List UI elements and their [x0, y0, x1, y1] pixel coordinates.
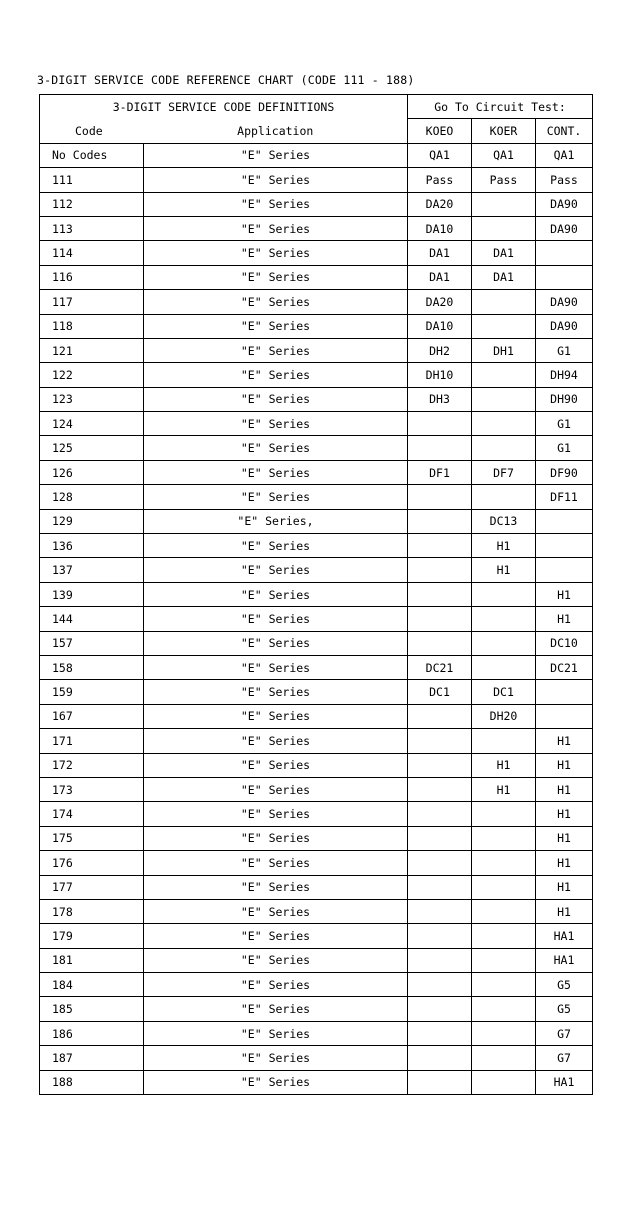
application-cell: "E" Series — [144, 314, 408, 338]
cont-cell: QA1 — [536, 143, 593, 167]
table-row — [40, 631, 593, 655]
table-row — [40, 948, 593, 972]
koeo-cell — [408, 948, 472, 972]
cont-cell: HA1 — [536, 948, 593, 972]
koeo-cell: DA10 — [408, 314, 472, 338]
application-cell: "E" Series — [144, 558, 408, 582]
table-row — [40, 363, 593, 387]
cont-cell: DA90 — [536, 216, 593, 240]
code-cell: 187 — [40, 1046, 144, 1070]
table-row — [40, 802, 593, 826]
table-row — [40, 851, 593, 875]
table-row — [40, 777, 593, 801]
code-cell: 139 — [40, 582, 144, 606]
cont-cell: H1 — [536, 777, 593, 801]
koeo-cell — [408, 851, 472, 875]
code-cell: 174 — [40, 802, 144, 826]
application-cell: "E" Series — [144, 168, 408, 192]
koer-cell — [472, 997, 536, 1021]
koer-cell — [472, 387, 536, 411]
code-cell: 112 — [40, 192, 144, 216]
application-cell: "E" Series — [144, 412, 408, 436]
application-cell: "E" Series — [144, 387, 408, 411]
koer-cell: H1 — [472, 534, 536, 558]
code-cell: 137 — [40, 558, 144, 582]
koeo-cell: DA1 — [408, 241, 472, 265]
code-cell: 111 — [40, 168, 144, 192]
cont-cell: DC21 — [536, 655, 593, 679]
koer-cell — [472, 582, 536, 606]
application-cell: "E" Series — [144, 1046, 408, 1070]
koer-cell: DA1 — [472, 241, 536, 265]
application-cell: "E" Series — [144, 241, 408, 265]
koeo-cell — [408, 485, 472, 509]
koeo-cell — [408, 1021, 472, 1045]
table-row — [40, 607, 593, 631]
koer-cell — [472, 363, 536, 387]
koeo-cell — [408, 704, 472, 728]
cont-cell: DC10 — [536, 631, 593, 655]
koer-cell — [472, 1070, 536, 1094]
code-cell: 126 — [40, 460, 144, 484]
table-row — [40, 973, 593, 997]
cont-cell: H1 — [536, 753, 593, 777]
application-cell: "E" Series — [144, 875, 408, 899]
koer-cell — [472, 948, 536, 972]
code-cell: 175 — [40, 826, 144, 850]
koeo-cell — [408, 753, 472, 777]
koeo-cell — [408, 631, 472, 655]
cont-cell: G1 — [536, 436, 593, 460]
code-cell: 117 — [40, 290, 144, 314]
cont-cell: H1 — [536, 607, 593, 631]
cont-cell: G1 — [536, 412, 593, 436]
koeo-cell: QA1 — [408, 143, 472, 167]
application-column-header: Application — [144, 119, 408, 143]
cont-cell: DA90 — [536, 314, 593, 338]
cont-cell — [536, 558, 593, 582]
cont-cell: DF90 — [536, 460, 593, 484]
table-row — [40, 387, 593, 411]
koer-cell: QA1 — [472, 143, 536, 167]
koeo-cell: DA1 — [408, 265, 472, 289]
cont-column-header: CONT. — [536, 119, 593, 143]
koeo-cell — [408, 534, 472, 558]
code-cell: 167 — [40, 704, 144, 728]
header-row-columns — [40, 119, 593, 143]
table-row — [40, 216, 593, 240]
application-cell: "E" Series — [144, 290, 408, 314]
koeo-cell: DC1 — [408, 680, 472, 704]
cont-cell: DA90 — [536, 290, 593, 314]
code-cell: 171 — [40, 729, 144, 753]
service-code-table — [39, 94, 593, 1095]
koeo-cell — [408, 826, 472, 850]
code-cell: 178 — [40, 899, 144, 923]
koeo-column-header: KOEO — [408, 119, 472, 143]
table-row — [40, 412, 593, 436]
koer-cell — [472, 192, 536, 216]
cont-cell: DH90 — [536, 387, 593, 411]
code-cell: 177 — [40, 875, 144, 899]
code-cell: 114 — [40, 241, 144, 265]
application-cell: "E" Series — [144, 680, 408, 704]
code-cell: 176 — [40, 851, 144, 875]
table-row — [40, 1046, 593, 1070]
application-cell: "E" Series — [144, 338, 408, 362]
code-cell: 188 — [40, 1070, 144, 1094]
koer-cell — [472, 1021, 536, 1045]
code-cell: 179 — [40, 924, 144, 948]
application-cell: "E" Series — [144, 436, 408, 460]
application-cell: "E" Series — [144, 265, 408, 289]
koer-cell — [472, 436, 536, 460]
application-cell: "E" Series — [144, 192, 408, 216]
koer-cell — [472, 802, 536, 826]
koer-cell — [472, 314, 536, 338]
cont-cell: G5 — [536, 997, 593, 1021]
cont-cell — [536, 265, 593, 289]
koer-cell: DF7 — [472, 460, 536, 484]
code-cell: 113 — [40, 216, 144, 240]
code-cell: 129 — [40, 509, 144, 533]
cont-cell: DA90 — [536, 192, 593, 216]
table-row — [40, 1021, 593, 1045]
application-cell: "E" Series — [144, 826, 408, 850]
application-cell: "E" Series — [144, 1021, 408, 1045]
code-cell: 121 — [40, 338, 144, 362]
cont-cell: H1 — [536, 826, 593, 850]
koer-cell: H1 — [472, 777, 536, 801]
cont-cell: HA1 — [536, 1070, 593, 1094]
application-cell: "E" Series — [144, 216, 408, 240]
code-cell: 184 — [40, 973, 144, 997]
table-row — [40, 485, 593, 509]
koer-cell: DC13 — [472, 509, 536, 533]
application-cell: "E" Series — [144, 802, 408, 826]
table-row — [40, 1070, 593, 1094]
code-cell: 122 — [40, 363, 144, 387]
application-cell: "E" Series — [144, 973, 408, 997]
cont-cell: G7 — [536, 1046, 593, 1070]
koeo-cell: DA20 — [408, 192, 472, 216]
table-row — [40, 143, 593, 167]
koeo-cell: DH10 — [408, 363, 472, 387]
application-cell: "E" Series — [144, 729, 408, 753]
koer-cell: DA1 — [472, 265, 536, 289]
koeo-cell: DH2 — [408, 338, 472, 362]
cont-cell: HA1 — [536, 924, 593, 948]
koer-cell: DH20 — [472, 704, 536, 728]
table-row — [40, 192, 593, 216]
cont-cell — [536, 509, 593, 533]
koer-cell: DC1 — [472, 680, 536, 704]
application-cell: "E" Series — [144, 924, 408, 948]
koeo-cell: DA10 — [408, 216, 472, 240]
application-cell: "E" Series — [144, 753, 408, 777]
koeo-cell — [408, 1046, 472, 1070]
table-row — [40, 899, 593, 923]
code-cell: 144 — [40, 607, 144, 631]
koer-cell — [472, 655, 536, 679]
koeo-cell: DC21 — [408, 655, 472, 679]
koer-cell — [472, 924, 536, 948]
koeo-cell — [408, 558, 472, 582]
koer-cell — [472, 729, 536, 753]
circuit-test-header: Go To Circuit Test: — [408, 95, 593, 119]
code-cell: 173 — [40, 777, 144, 801]
koer-cell — [472, 1046, 536, 1070]
cont-cell: H1 — [536, 899, 593, 923]
koeo-cell — [408, 875, 472, 899]
koeo-cell: DA20 — [408, 290, 472, 314]
application-cell: "E" Series — [144, 631, 408, 655]
koer-cell — [472, 631, 536, 655]
application-cell: "E" Series — [144, 899, 408, 923]
koeo-cell — [408, 802, 472, 826]
koer-cell — [472, 607, 536, 631]
table-row — [40, 460, 593, 484]
header-row-group — [40, 95, 593, 119]
koer-cell: Pass — [472, 168, 536, 192]
koeo-cell — [408, 607, 472, 631]
koeo-cell: Pass — [408, 168, 472, 192]
koeo-cell — [408, 997, 472, 1021]
table-row — [40, 680, 593, 704]
application-cell: "E" Series — [144, 460, 408, 484]
koer-cell — [472, 290, 536, 314]
table-row — [40, 168, 593, 192]
koer-cell — [472, 412, 536, 436]
table-row — [40, 997, 593, 1021]
koeo-cell — [408, 924, 472, 948]
application-cell: "E" Series — [144, 997, 408, 1021]
koer-cell — [472, 875, 536, 899]
cont-cell: H1 — [536, 582, 593, 606]
cont-cell — [536, 534, 593, 558]
code-cell: 172 — [40, 753, 144, 777]
table-row — [40, 265, 593, 289]
table-row — [40, 582, 593, 606]
table-row — [40, 875, 593, 899]
application-cell: "E" Series — [144, 582, 408, 606]
application-cell: "E" Series — [144, 1070, 408, 1094]
code-cell: No Codes — [40, 143, 144, 167]
application-cell: "E" Series — [144, 704, 408, 728]
code-cell: 185 — [40, 997, 144, 1021]
table-row — [40, 729, 593, 753]
koer-column-header: KOER — [472, 119, 536, 143]
table-row — [40, 753, 593, 777]
code-cell: 124 — [40, 412, 144, 436]
koer-cell — [472, 851, 536, 875]
cont-cell: H1 — [536, 729, 593, 753]
table-row — [40, 290, 593, 314]
code-cell: 158 — [40, 655, 144, 679]
code-cell: 118 — [40, 314, 144, 338]
koer-cell — [472, 973, 536, 997]
application-cell: "E" Series — [144, 655, 408, 679]
table-row — [40, 826, 593, 850]
cont-cell: DH94 — [536, 363, 593, 387]
code-cell: 157 — [40, 631, 144, 655]
cont-cell: H1 — [536, 802, 593, 826]
application-cell: "E" Series — [144, 485, 408, 509]
koeo-cell — [408, 1070, 472, 1094]
koer-cell: DH1 — [472, 338, 536, 362]
table-row — [40, 338, 593, 362]
table-row — [40, 509, 593, 533]
koer-cell: H1 — [472, 753, 536, 777]
cont-cell: Pass — [536, 168, 593, 192]
koeo-cell — [408, 582, 472, 606]
definitions-header: 3-DIGIT SERVICE CODE DEFINITIONS — [40, 95, 408, 119]
table-row — [40, 534, 593, 558]
application-cell: "E" Series, — [144, 509, 408, 533]
code-cell: 136 — [40, 534, 144, 558]
application-cell: "E" Series — [144, 948, 408, 972]
table-row — [40, 558, 593, 582]
code-cell: 123 — [40, 387, 144, 411]
application-cell: "E" Series — [144, 363, 408, 387]
code-cell: 128 — [40, 485, 144, 509]
code-cell: 186 — [40, 1021, 144, 1045]
koeo-cell — [408, 899, 472, 923]
code-cell: 159 — [40, 680, 144, 704]
koeo-cell: DF1 — [408, 460, 472, 484]
application-cell: "E" Series — [144, 607, 408, 631]
koeo-cell — [408, 777, 472, 801]
cont-cell — [536, 704, 593, 728]
koer-cell — [472, 216, 536, 240]
koer-cell — [472, 899, 536, 923]
koeo-cell — [408, 436, 472, 460]
koeo-cell: DH3 — [408, 387, 472, 411]
table-row — [40, 924, 593, 948]
table-row — [40, 655, 593, 679]
cont-cell — [536, 241, 593, 265]
koer-cell — [472, 826, 536, 850]
application-cell: "E" Series — [144, 143, 408, 167]
koer-cell: H1 — [472, 558, 536, 582]
application-cell: "E" Series — [144, 851, 408, 875]
koeo-cell — [408, 412, 472, 436]
cont-cell: DF11 — [536, 485, 593, 509]
koeo-cell — [408, 729, 472, 753]
cont-cell: G5 — [536, 973, 593, 997]
cont-cell: G1 — [536, 338, 593, 362]
code-column-header: Code — [40, 119, 144, 143]
code-cell: 125 — [40, 436, 144, 460]
cont-cell — [536, 680, 593, 704]
code-cell: 181 — [40, 948, 144, 972]
table-row — [40, 436, 593, 460]
code-cell: 116 — [40, 265, 144, 289]
application-cell: "E" Series — [144, 777, 408, 801]
chart-title: 3-DIGIT SERVICE CODE REFERENCE CHART (CODE 111 - 188) — [37, 73, 415, 87]
cont-cell: G7 — [536, 1021, 593, 1045]
application-cell: "E" Series — [144, 534, 408, 558]
table-row — [40, 241, 593, 265]
koeo-cell — [408, 509, 472, 533]
koer-cell — [472, 485, 536, 509]
cont-cell: H1 — [536, 851, 593, 875]
koeo-cell — [408, 973, 472, 997]
table-row — [40, 314, 593, 338]
cont-cell: H1 — [536, 875, 593, 899]
table-row — [40, 704, 593, 728]
